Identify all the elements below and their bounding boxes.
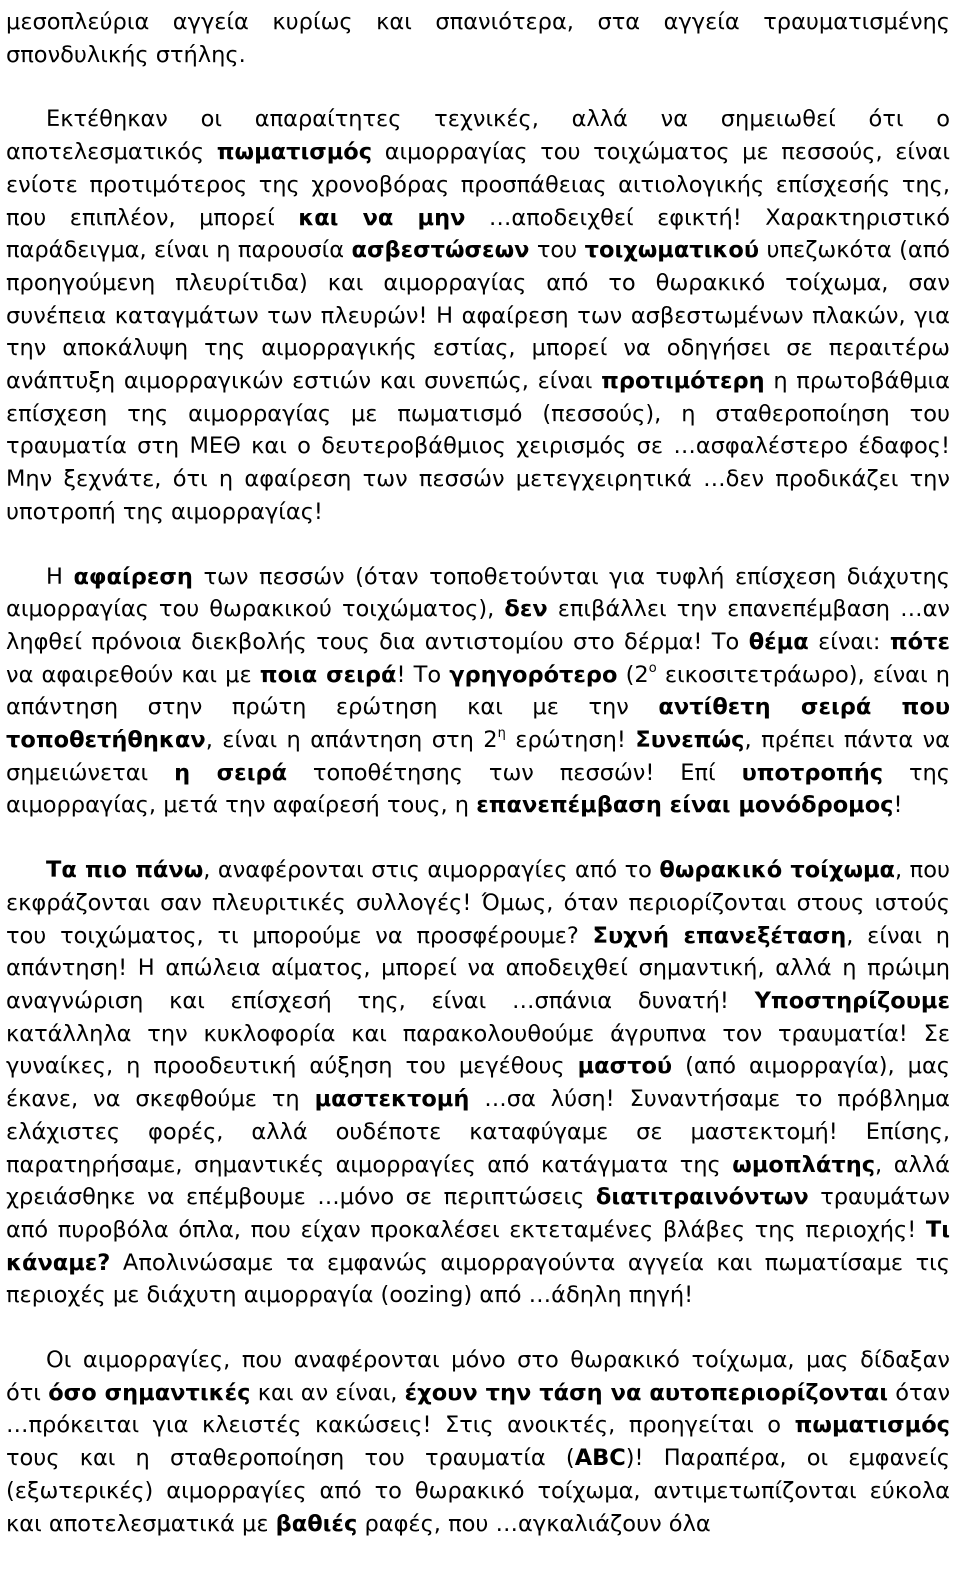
text-run: ραφές, που …αγκαλιάζουν όλα	[357, 1510, 711, 1537]
text-run: να αφαιρεθούν και με	[6, 661, 260, 688]
bold-text: τοιχωματικού	[584, 237, 760, 264]
bold-text: η σειρά	[174, 759, 288, 786]
text-run: της αιμορραγίας, μετά την αφαίρεσή τους, η	[6, 759, 950, 819]
text-run: , αλλά χρειάσθηκε να επέμβουμε …μόνο σε περιπτώσεις	[6, 1151, 950, 1211]
text-run: Η	[46, 563, 74, 590]
bold-text: δεν	[504, 596, 548, 623]
text-run: αιμορραγίας του τοιχώματος με πεσσούς, είναι ενίοτε προτιμότερος της χρονοβόρας προσπάθειας αιτιολογικής επίσχεσής της, που επιπλέον, μπορεί	[6, 139, 950, 231]
bold-text: Τα πιο πάνω	[46, 857, 204, 884]
bold-text: ασβεστώσεων	[351, 237, 530, 264]
paragraph	[6, 6, 950, 71]
text-run: …αποδειχθεί εφικτή! Χαρακτηριστικό παράδειγμα, είναι η παρουσία	[6, 204, 950, 264]
bold-text: προτιμότερη	[601, 368, 765, 395]
superscript-text: ο	[648, 660, 657, 676]
text-run: είναι:	[808, 628, 890, 655]
text-run: (από αιμορραγία), μας έκανε, να σκεφθούμε τη	[6, 1053, 950, 1113]
text-run: , είναι η απάντηση στη 2	[205, 727, 498, 754]
text-run: υπεζωκότα (από προηγούμενη πλευρίτιδα) και αιμορραγίας από το θωρακικό τοίχωμα, σαν συνέπεια καταγμάτων των πλευρών! Η αφαίρεση των ασβεστωμένων πλακών, για την αποκάλυψη της αιμορραγικής εστίας, μπορεί να οδηγήσει σε περαιτέρω ανάπτυξη αιμορραγικών εστιών και συνεπώς, είναι	[6, 237, 951, 395]
text-run: , είναι η απάντηση! Η απώλεια αίματος, μπορεί να αποδειχθεί σημαντική, αλλά η πρώιμη αναγνώριση και επίσχεσή της, είναι …σπάνια δυνατή!	[6, 922, 950, 1014]
paragraph	[6, 103, 950, 528]
bold-text: ABC	[574, 1445, 626, 1472]
bold-text: θωρακικό τοίχωμα	[659, 857, 896, 884]
bold-text: Τι κάναμε?	[6, 1216, 950, 1276]
bold-text: υποτροπής	[741, 759, 884, 786]
bold-text: αφαίρεση	[73, 563, 193, 590]
text-run: !	[893, 792, 903, 819]
bold-text: μαστεκτομή	[314, 1086, 470, 1113]
bold-text: πωματισμός	[794, 1412, 950, 1439]
paragraph	[6, 561, 950, 823]
text-run: όταν …πρόκειται για κλειστές κακώσεις! Στις ανοικτές, προηγείται ο	[6, 1379, 951, 1439]
text-run: Εκτέθηκαν οι απαραίτητες τεχνικές, αλλά να σημειωθεί ότι ο αποτελεσματικός	[6, 106, 950, 166]
bold-text: διατιτραινόντων	[595, 1184, 809, 1211]
text-run: η πρωτοβάθμια επίσχεση της αιμορραγίας με πωματισμό (πεσσούς), η σταθεροποίηση του τραυματία στη ΜΕΘ και ο δευτεροβάθμιος χειρισμός σε …ασφαλέστερο έδαφος! Μην ξεχνάτε, ότι η αφαίρεση των πεσσών μετεγχειρητικά …δεν προδικάζει την υποτροπή της αιμορραγίας!	[6, 368, 951, 525]
text-run: , αναφέρονται στις αιμορραγίες από το	[203, 857, 660, 884]
bold-text: Συνεπώς	[635, 727, 745, 754]
text-run: τραυμάτων από πυροβόλα όπλα, που είχαν προκαλέσει εκτεταμένες βλάβες της περιοχής!	[6, 1184, 950, 1243]
bold-text: ποια σειρά	[259, 661, 397, 688]
text-run: κατάλληλα την κυκλοφορία και παρακολουθούμε άγρυπνα τον τραυματία! Σε γυναίκες, η προοδευτική αύξηση του μεγέθους	[6, 1020, 950, 1080]
paragraph	[6, 1344, 950, 1540]
paragraph	[6, 854, 950, 1312]
bold-text: έχουν την τάση να αυτοπεριορίζονται	[404, 1379, 889, 1406]
text-run: εικοσιτετράωρο), είναι η απάντηση στην πρώτη ερώτηση και με την	[6, 661, 950, 721]
text-run: ερώτηση!	[505, 727, 636, 754]
text-run: μεσοπλεύρια αγγεία κυρίως και σπανιότερα, στα αγγεία τραυματισμένης σπονδυλικής στήλης.	[6, 9, 950, 68]
text-run: επιβάλλει την επανεπέμβαση …αν ληφθεί πρόνοια διεκβολής τους δια αντιστομίου στο δέρμα! Το	[6, 596, 951, 655]
text-run: τους και η σταθεροποίηση του τραυματία (	[6, 1445, 575, 1472]
bold-text: ωμοπλάτης	[732, 1151, 876, 1178]
bold-text: μαστού	[577, 1053, 673, 1080]
text-run: τοποθέτησης των πεσσών! Επί	[287, 759, 742, 786]
superscript-text: η	[497, 726, 506, 742]
bold-text: και να μην	[298, 204, 466, 231]
text-run: Απολινώσαμε τα εμφανώς αιμορραγούντα αγγεία και πωματίσαμε τις περιοχές με διάχυτη αιμορραγία (oozing) από …άδηλη πηγή!	[6, 1249, 950, 1309]
bold-text: πωματισμός	[216, 139, 373, 166]
text-run: των πεσσών (όταν τοποθετούνται για τυφλή επίσχεση διάχυτης αιμορραγίας του θωρακικού τοιχώματος),	[6, 563, 950, 623]
text-run: Οι αιμορραγίες, που αναφέρονται μόνο στο θωρακικό τοίχωμα, μας δίδαξαν ότι	[6, 1347, 950, 1406]
bold-text: βαθιές	[275, 1510, 358, 1537]
text-run: , που εκφράζονται σαν πλευριτικές συλλογές! Όμως, όταν περιορίζονται στους ιστούς του τοιχώματος, τι μπορούμε να προσφέρουμε?	[6, 857, 950, 949]
text-run: ! Το	[396, 661, 450, 688]
bold-text: Υποστηρίζουμε	[754, 987, 950, 1014]
text-run: (2	[617, 661, 649, 688]
text-run: και αν είναι,	[250, 1379, 405, 1406]
bold-text: όσο σημαντικές	[48, 1379, 251, 1406]
text-run: του	[529, 237, 585, 264]
text-run: )! Παραπέρα, οι εμφανείς (εξωτερικές) αιμορραγίες από το θωρακικό τοίχωμα, αντιμετωπίζονται εύκολα και αποτελεσματικά με	[6, 1445, 950, 1537]
bold-text: επανεπέμβαση είναι μονόδρομος	[476, 792, 894, 819]
text-run: …σα λύση! Συναντήσαμε το πρόβλημα ελάχιστες φορές, αλλά ουδέποτε καταφύγαμε σε μαστεκτομή! Επίσης, παρατηρήσαμε, σημαντικές αιμορραγίες από κατάγματα της	[6, 1086, 950, 1178]
text-run: , πρέπει πάντα να σημειώνεται	[6, 727, 951, 786]
bold-text: θέμα	[748, 628, 809, 655]
bold-text: Συχνή επανεξέταση	[592, 922, 847, 949]
bold-text: αντίθετη σειρά που τοποθετήθηκαν	[6, 694, 951, 754]
bold-text: γρηγορότερο	[449, 661, 618, 688]
bold-text: πότε	[889, 628, 950, 655]
